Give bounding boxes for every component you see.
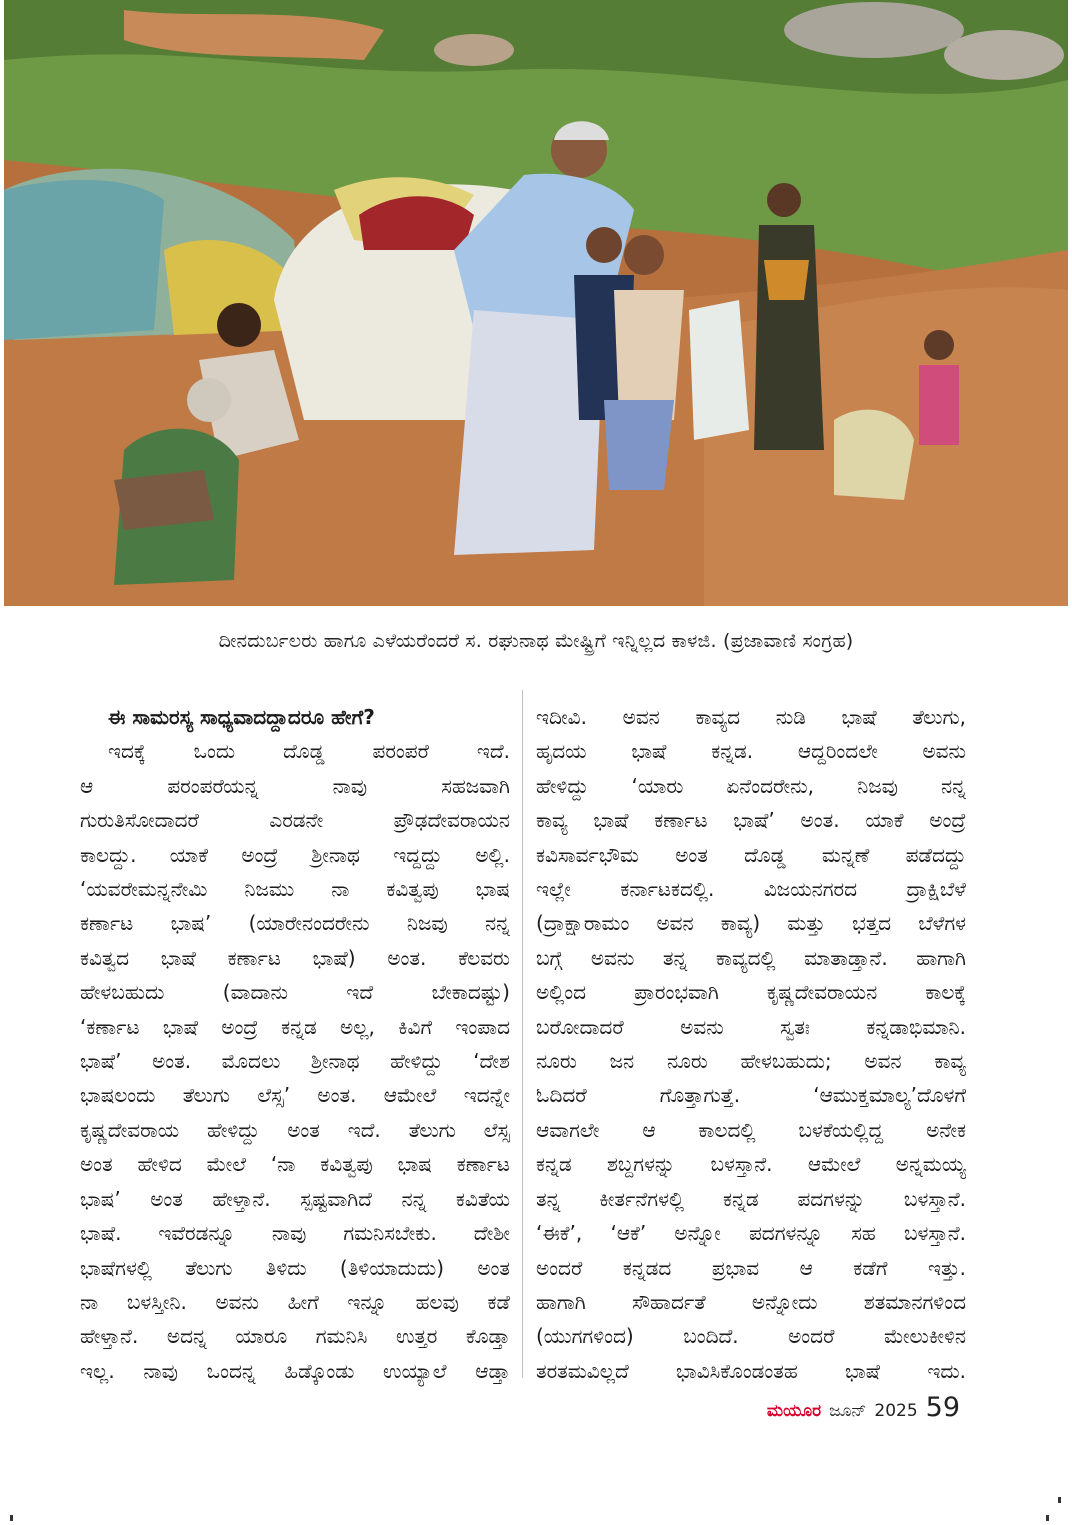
paragraph-line: ಬರೋದಾದರೆ ಅವನು ಸ್ವತಃ ಕನ್ನಡಾಭಿಮಾನಿ. bbox=[536, 1014, 966, 1039]
paragraph-line: ಆವಾಗಲೇ ಆ ಕಾಲದಲ್ಲಿ ಬಳಕೆಯಲ್ಲಿದ್ದ ಅನೇಕ bbox=[536, 1117, 966, 1142]
crop-mark bbox=[1058, 1497, 1061, 1503]
paragraph-line: ಭಾಷೆ’ ಅಂತ. ಮೊದಲು ಶ್ರೀನಾಥ ಹೇಳಿದ್ದು ‘ದೇಶ bbox=[80, 1049, 510, 1074]
paragraph-line: ಇದಕ್ಕೆ ಒಂದು ದೊಡ್ಡ ಪರಂಪರೆ ಇದೆ. bbox=[108, 739, 510, 764]
article-column-right bbox=[536, 700, 966, 1388]
paragraph-line: (ದ್ರಾಕ್ಷಾರಾಮಂ ಅವನ ಕಾವ್ಯ) ಮತ್ತು ಭತ್ತದ ಬೆಳೆಗಳ bbox=[536, 911, 966, 936]
paragraph-line: ಇಲ್ಲೇ ಕರ್ನಾಟಕದಲ್ಲಿ. ವಿಜಯನಗರದ ದ್ರಾಕ್ಷಿಬೆಳೆ bbox=[536, 877, 966, 902]
section-heading: ಈ ಸಾಮರಸ್ಯ ಸಾಧ್ಯವಾದದ್ದಾದರೂ ಹೇಗೆ? bbox=[108, 705, 375, 729]
article-column-left bbox=[80, 700, 510, 1388]
paragraph-line: ಹೇಳಬಹುದು (ವಾದಾನು ಇದೆ ಬೇಕಾದಷ್ಟು) bbox=[80, 980, 510, 1005]
paragraph-line: ಕವಿತ್ವದ ಭಾಷೆ ಕರ್ಣಾಟ ಭಾಷೆ) ಅಂತ. ಕೆಲವರು bbox=[80, 945, 510, 970]
issue-year: 2025 bbox=[874, 1401, 918, 1421]
column-divider bbox=[522, 690, 523, 1378]
paragraph-line: (ಯುಗಗಳಿಂದ) ಬಂದಿದೆ. ಅಂದರೆ ಮೇಲುಕೀಳಿನ bbox=[536, 1324, 966, 1349]
paragraph-line: ನಾ ಬಳಸ್ತೀನಿ. ಅವನು ಹೀಗೆ ಇನ್ನೂ ಹಲವು ಕಡೆ bbox=[80, 1289, 510, 1314]
page-footer bbox=[767, 1392, 960, 1428]
paragraph-line: ಭಾಷ’ ಅಂತ ಹೇಳ್ತಾನೆ. ಸ್ಪಷ್ಟವಾಗಿದೆ ನನ್ನ ಕವಿತೆಯ bbox=[80, 1186, 510, 1211]
paragraph-line: ಅಂತ ಹೇಳಿದ ಮೇಲೆ ‘ನಾ ಕವಿತ್ವಪು ಭಾಷ ಕರ್ಣಾಟ bbox=[80, 1152, 510, 1177]
paragraph-line: ಆ ಪರಂಪರೆಯನ್ನ ನಾವು ಸಹಜವಾಗಿ bbox=[80, 773, 510, 798]
crop-mark bbox=[10, 1515, 13, 1521]
paragraph-line: ಅಲ್ಲಿಂದ ಪ್ರಾರಂಭವಾಗಿ ಕೃಷ್ಣದೇವರಾಯನ ಕಾಲಕ್ಕೆ bbox=[536, 980, 966, 1005]
paragraph-line: ‘ಯವರೇಮನ್ನನೇಮಿ ನಿಜಮು ನಾ ಕವಿತ್ವಪು ಭಾಷ bbox=[80, 877, 510, 902]
paragraph-line: ತನ್ನ ಕೀರ್ತನೆಗಳಲ್ಲಿ ಕನ್ನಡ ಪದಗಳನ್ನು ಬಳಸ್ತಾನೆ. bbox=[536, 1186, 966, 1211]
paragraph-line: ಹೇಳ್ತಾನೆ. ಅದನ್ನ ಯಾರೂ ಗಮನಿಸಿ ಉತ್ತರ ಕೊಡ್ತಾ bbox=[80, 1324, 510, 1349]
photo-caption: ದೀನದುರ್ಬಲರು ಹಾಗೂ ಎಳೆಯರೆಂದರೆ ಸ. ರಘುನಾಥ ಮೇಷ್ಟ್ರಿಗೆ ಇನ್ನಿಲ್ಲದ ಕಾಳಜಿ. (ಪ್ರಜಾವಾಣಿ ಸಂಗ್ರಹ) bbox=[218, 630, 854, 652]
issue-month: ಜೂನ್ bbox=[829, 1401, 867, 1421]
paragraph-line: ‘ಈಕೆ’, ‘ಆಕೆ’ ಅನ್ನೋ ಪದಗಳನ್ನೂ ಸಹ ಬಳಸ್ತಾನೆ. bbox=[536, 1221, 966, 1246]
page-number: 59 bbox=[925, 1392, 960, 1423]
paragraph-line: ಭಾಷೆಗಳಲ್ಲಿ ತೆಲುಗು ತಿಳಿದು (ತಿಳಿಯಾದುದು) ಅಂತ bbox=[80, 1255, 510, 1280]
paragraph-line: ಭಾಷೆ. ಇವೆರಡನ್ನೂ ನಾವು ಗಮನಿಸಬೇಕು. ದೇಶೀ bbox=[80, 1221, 510, 1246]
paragraph-line: ಹೃದಯ ಭಾಷೆ ಕನ್ನಡ. ಆದ್ದರಿಂದಲೇ ಅವನು bbox=[536, 739, 966, 764]
paragraph-line: ಹೇಳಿದ್ದು ‘ಯಾರು ಏನೆಂದರೇನು, ನಿಜವು ನನ್ನ bbox=[536, 773, 966, 798]
paragraph-line: ‘ಕರ್ಣಾಟ ಭಾಷೆ ಅಂದ್ರೆ ಕನ್ನಡ ಅಲ್ಲ, ಕಿವಿಗೆ ಇಂಪಾದ bbox=[80, 1014, 510, 1039]
paragraph-line: ಭಾಷಲಂದು ತೆಲುಗು ಲೆಸ್ಸ’ ಅಂತ. ಆಮೇಲೆ ಇದನ್ನೇ bbox=[80, 1083, 510, 1108]
paragraph-line: ಹಾಗಾಗಿ ಸೌಹಾರ್ದತೆ ಅನ್ನೋದು ಶತಮಾನಗಳಿಂದ bbox=[536, 1289, 966, 1314]
paragraph-line: ಕರ್ಣಾಟ ಭಾಷ’ (ಯಾರೇನಂದರೇನು ನಿಜವು ನನ್ನ bbox=[80, 911, 510, 936]
paragraph-line: ಅಂದರೆ ಕನ್ನಡದ ಪ್ರಭಾವ ಆ ಕಡೆಗೆ ಇತ್ತು. bbox=[536, 1255, 966, 1280]
paragraph-line: ಇಲ್ಲ. ನಾವು ಒಂದನ್ನ ಹಿಡ್ಕೊಂಡು ಉಯ್ಯಾಲೆ ಆಡ್ತಾ bbox=[80, 1358, 510, 1383]
magazine-brand: ಮಯೂರ bbox=[766, 1401, 822, 1421]
crop-mark bbox=[1046, 1515, 1049, 1521]
paragraph-line: ಕೃಷ್ಣದೇವರಾಯ ಹೇಳಿದ್ದು ಅಂತ ಇದೆ. ತೆಲುಗು ಲೆಸ್ಸ bbox=[80, 1117, 510, 1142]
paragraph-line: ಕಾಲದ್ದು. ಯಾಕೆ ಅಂದ್ರೆ ಶ್ರೀನಾಥ ಇದ್ದದ್ದು ಅಲ್ಲಿ. bbox=[80, 842, 510, 867]
article-photo bbox=[4, 0, 1068, 606]
paragraph-line: ನೂರು ಜನ ನೂರು ಹೇಳಬಹುದು; ಅವನ ಕಾವ್ಯ bbox=[536, 1049, 966, 1074]
photo-scene-icon bbox=[4, 0, 1068, 606]
paragraph-line: ತರತಮವಿಲ್ಲದೆ ಭಾವಿಸಿಕೊಂಡಂತಹ ಭಾಷೆ ಇದು. bbox=[536, 1358, 966, 1383]
paragraph-line: ಕನ್ನಡ ಶಬ್ದಗಳನ್ನು ಬಳಸ್ತಾನೆ. ಆಮೇಲೆ ಅನ್ನಮಯ್ಯ bbox=[536, 1152, 966, 1177]
paragraph-line: ಇದೀವಿ. ಅವನ ಕಾವ್ಯದ ನುಡಿ ಭಾಷೆ ತೆಲುಗು, bbox=[536, 705, 966, 729]
paragraph-line: ಓದಿದರೆ ಗೊತ್ತಾಗುತ್ತೆ. ‘ಆಮುಕ್ತಮಾಲ್ಯ’ದೊಳಗೆ bbox=[536, 1083, 966, 1108]
paragraph-line: ಕಾವ್ಯ ಭಾಷೆ ಕರ್ಣಾಟ ಭಾಷೆ’ ಅಂತ. ಯಾಕೆ ಅಂದ್ರೆ bbox=[536, 808, 966, 833]
paragraph-line: ಗುರುತಿಸೋದಾದರೆ ಎರಡನೇ ಪ್ರೌಢದೇವರಾಯನ bbox=[80, 808, 510, 833]
paragraph-line: ಕವಿಸಾರ್ವಭೌಮ ಅಂತ ದೊಡ್ಡ ಮನ್ನಣೆ ಪಡೆದದ್ದು bbox=[536, 842, 966, 867]
paragraph-line: ಬಗ್ಗೆ ಅವನು ತನ್ನ ಕಾವ್ಯದಲ್ಲಿ ಮಾತಾಡ್ತಾನೆ. ಹಾಗಾಗಿ bbox=[536, 945, 966, 970]
